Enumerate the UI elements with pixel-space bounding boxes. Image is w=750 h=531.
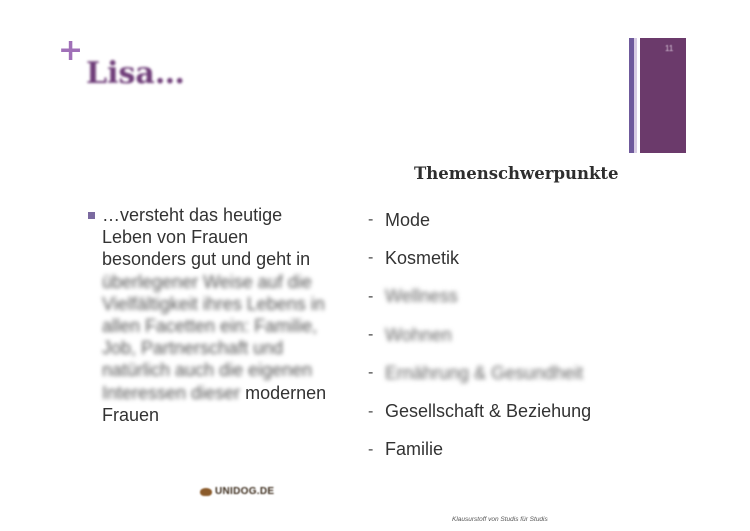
topic-label: Ernährung & Gesundheit	[385, 362, 584, 383]
paragraph-end: modernen Frauen	[102, 382, 327, 425]
logo-text: UNIDOG.DE	[215, 486, 275, 497]
paragraph-clear: …versteht das heutige Leben von Frauen besonders gut und geht in	[102, 205, 311, 270]
topic-item	[368, 354, 591, 392]
unidog-logo	[200, 486, 274, 497]
dash-marker: -	[368, 326, 374, 344]
topic-label: Wellness	[385, 286, 458, 307]
dash-marker: -	[368, 402, 374, 420]
topic-item	[368, 239, 591, 277]
decor-bar-wide	[640, 38, 686, 153]
paragraph-blurred: überlegener Weise auf die Vielfältigkeit ihres Lebens in allen Facetten ein: Familie, Job, Partnerschaft und natürlich auch die eigenen Interessen dieser	[102, 271, 325, 403]
slide-title: Lisa…	[86, 56, 185, 91]
dog-icon	[200, 488, 212, 496]
topic-label: Familie	[385, 439, 444, 460]
topic-item	[368, 392, 591, 430]
left-paragraph	[102, 204, 334, 426]
footer-caption: Klausurstoff von Studis für Studis	[452, 516, 548, 523]
dash-marker: -	[368, 440, 374, 458]
dash-marker: -	[368, 287, 374, 305]
plus-icon: +	[58, 33, 84, 68]
topic-label: Mode	[385, 209, 431, 230]
bullet-square-icon	[88, 212, 95, 219]
slide-number: 11	[665, 44, 674, 53]
topic-label: Wohnen	[385, 324, 452, 345]
dash-marker: -	[368, 249, 374, 267]
topic-label: Gesellschaft & Beziehung	[385, 401, 592, 422]
topics-heading: Themenschwerpunkte	[414, 164, 619, 183]
dash-marker: -	[368, 364, 374, 382]
topic-item	[368, 316, 591, 354]
decor-bar-light	[634, 38, 637, 153]
topic-label: Kosmetik	[385, 247, 460, 268]
dash-marker: -	[368, 211, 374, 229]
topics-list	[368, 201, 591, 469]
topic-item	[368, 431, 591, 469]
topic-item	[368, 201, 591, 239]
topic-item	[368, 278, 591, 316]
